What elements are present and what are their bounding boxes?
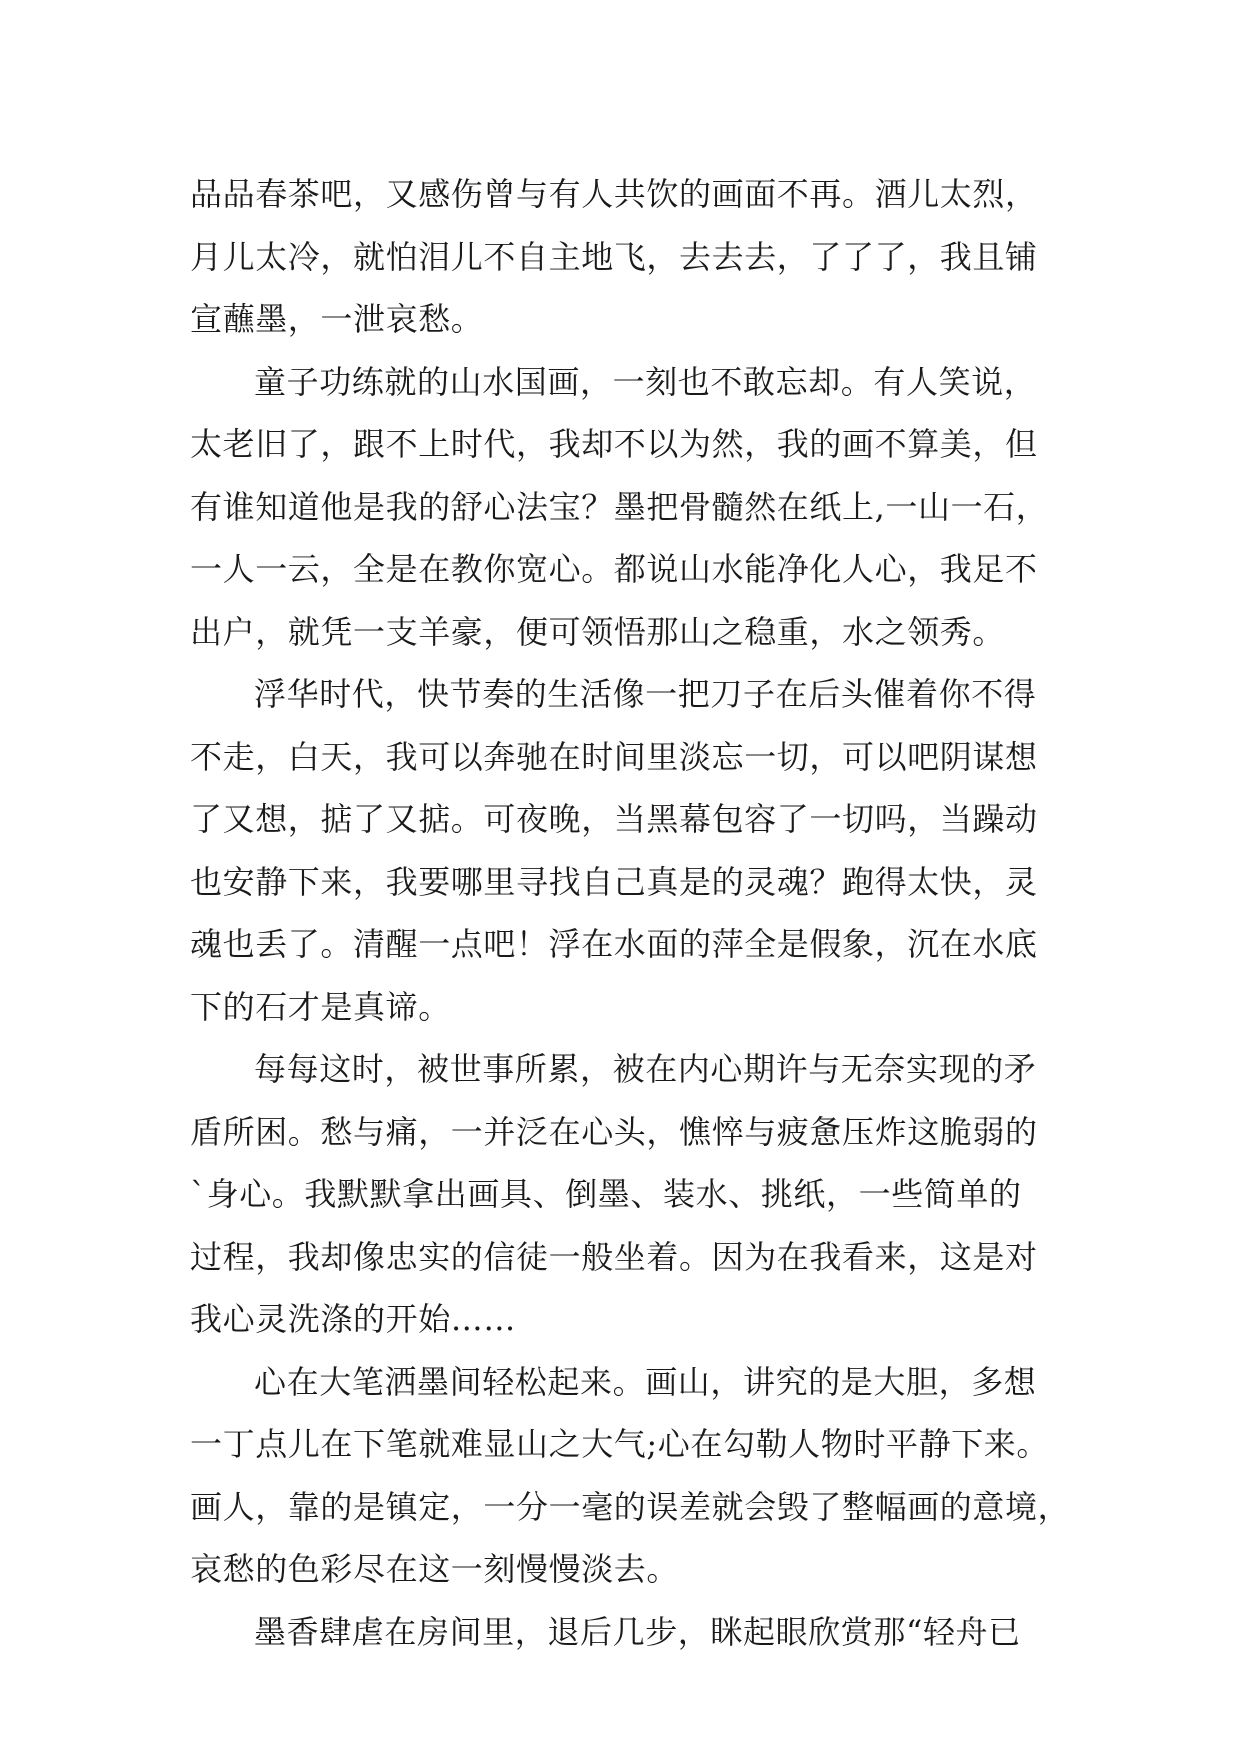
text-line: 一丁点儿在下笔就难显山之大气;心在勾勒人物时平静下来。 — [190, 1425, 1049, 1463]
paragraph-first-line: 墨香肆虐在房间里，退后几步，眯起眼欣赏那“轻舟已 — [254, 1612, 1021, 1651]
text-line: 我心灵洗涤的开始…… — [190, 1300, 517, 1338]
paragraph-first-line: 浮华时代，快节奏的生活像一把刀子在后头催着你不得 — [254, 675, 1037, 713]
text-line: 品品春茶吧，又感伤曾与有人共饮的画面不再。酒儿太烈， — [190, 175, 1038, 213]
text-line: 哀愁的色彩尽在这一刻慢慢淡去。 — [190, 1550, 680, 1588]
text-line: 了又想，掂了又掂。可夜晚，当黑幕包容了一切吗，当躁动 — [190, 800, 1038, 838]
text-line: 宣蘸墨，一泄哀愁。 — [190, 300, 484, 338]
text-line: 魂也丢了。清醒一点吧！浮在水面的萍全是假象，沉在水底 — [190, 925, 1038, 963]
text-line: 不走，白天，我可以奔驰在时间里淡忘一切，可以吧阴谋想 — [190, 737, 1038, 776]
text-line: 一人一云，全是在教你宽心。都说山水能净化人心，我足不 — [190, 550, 1038, 588]
text-line: 太老旧了，跟不上时代，我却不以为然，我的画不算美，但 — [190, 425, 1038, 463]
text-line: 有谁知道他是我的舒心法宝？墨把骨髓然在纸上,一山一石， — [190, 487, 1049, 526]
text-line: 月儿太冷，就怕泪儿不自主地飞，去去去，了了了，我且铺 — [190, 237, 1038, 276]
text-line: 出户，就凭一支羊豪，便可领悟那山之稳重，水之领秀。 — [190, 612, 1006, 651]
text-line: `身心。我默默拿出画具、倒墨、装水、挑纸，一些简单的 — [190, 1175, 1022, 1213]
text-line: 盾所困。愁与痛，一并泛在心头，憔悴与疲惫压炸这脆弱的 — [190, 1112, 1038, 1151]
text-line: 画人，靠的是镇定，一分一毫的误差就会毁了整幅画的意境， — [190, 1487, 1071, 1526]
paragraph-first-line: 每每这时，被世事所累，被在内心期许与无奈实现的矛 — [254, 1050, 1037, 1088]
paragraph-first-line: 心在大笔洒墨间轻松起来。画山，讲究的是大胆，多想 — [254, 1362, 1037, 1401]
text-line: 也安静下来，我要哪里寻找自己真是的灵魂？跑得太快，灵 — [190, 862, 1038, 901]
text-line: 下的石才是真谛。 — [190, 987, 451, 1026]
body-text — [190, 163, 1071, 1663]
paragraph-first-line: 童子功练就的山水国画，一刻也不敢忘却。有人笑说， — [254, 362, 1037, 401]
text-line: 过程，我却像忠实的信徒一般坐着。因为在我看来，这是对 — [190, 1237, 1038, 1276]
